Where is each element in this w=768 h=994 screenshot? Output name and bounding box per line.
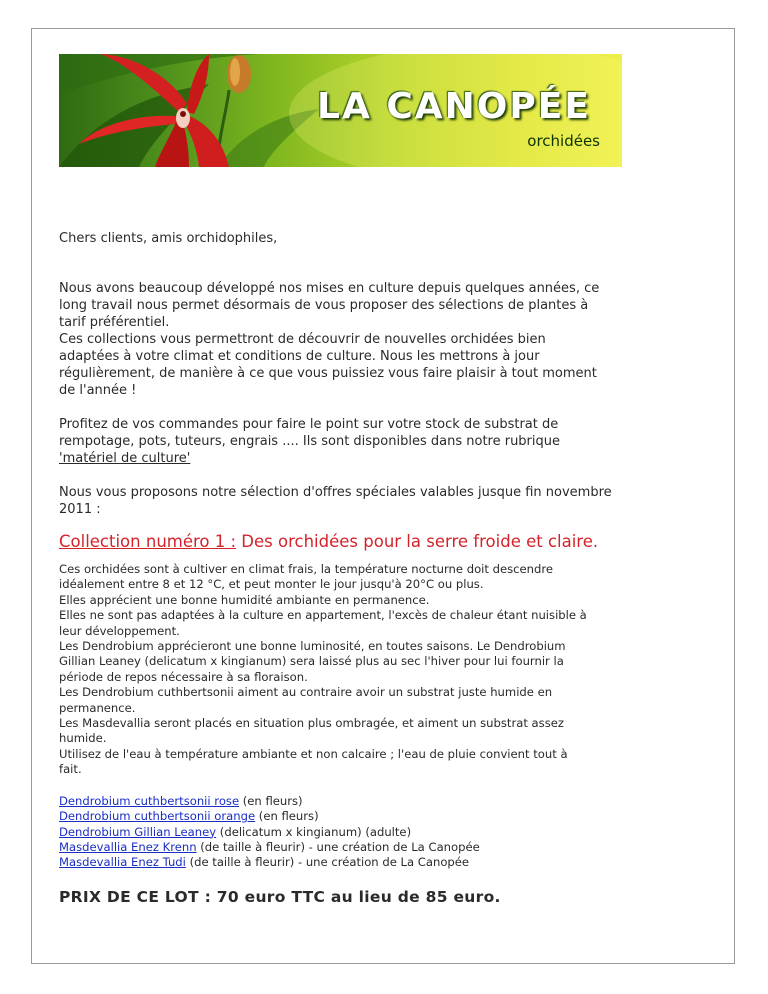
line: Elles apprécient une bonne humidité ambiante en permanence.: [59, 592, 430, 607]
line: permanence.: [59, 700, 136, 715]
list-item: [59, 825, 657, 840]
line: Nous avons beaucoup développé nos mises en culture depuis quelques années, ce: [59, 281, 600, 296]
list-item: [59, 855, 657, 870]
line: long travail nous permet désormais de vous proposer des sélections de plantes à: [59, 298, 589, 313]
list-item: [59, 809, 657, 824]
lot-price: PRIX DE CE LOT : 70 euro TTC au lieu de 85 euro.: [59, 887, 501, 906]
line: fait.: [59, 762, 82, 777]
line: Les Dendrobium apprécieront une bonne luminosité, en toutes saisons. Le Dendrobium: [59, 639, 566, 654]
plant-note: (delicatum x kingianum) (adulte): [216, 824, 412, 839]
line: leur développement.: [59, 623, 180, 638]
greeting: Chers clients, amis orchidophiles,: [59, 231, 278, 246]
line: régulièrement, de manière à ce que vous puissiez vous faire plaisir à tout moment: [59, 366, 597, 381]
line: Elles ne sont pas adaptées à la culture en appartement, l'excès de chaleur étant nuisible à: [59, 608, 587, 623]
line: Les Dendrobium cuthbertsonii aiment au contraire avoir un substrat juste humide en: [59, 685, 553, 700]
plant-note: (de taille à fleurir) - une création de La Canopée: [196, 839, 480, 854]
collection-number: Collection numéro 1 :: [59, 532, 237, 551]
line: de l'année !: [59, 383, 137, 398]
plant-link[interactable]: Dendrobium Gillian Leaney: [59, 824, 217, 839]
brand-logo-text: LA CANOPÉE: [317, 86, 591, 127]
header-banner: [59, 54, 622, 167]
plant-link[interactable]: Dendrobium cuthbertsonii orange: [59, 809, 256, 824]
intro-paragraph-1: [59, 280, 657, 399]
intro-paragraph-3: [59, 484, 657, 518]
brand-subtitle: orchidées: [527, 132, 600, 150]
plant-note: (en fleurs): [255, 809, 319, 824]
collection-title: [59, 531, 657, 553]
line: idéalement entre 8 et 12 °C, et peut monter le jour jusqu'à 20°C ou plus.: [59, 577, 484, 592]
line: adaptées à votre climat et conditions de culture. Nous les mettrons à jour: [59, 349, 540, 364]
intro-paragraph-2: [59, 416, 657, 467]
line: rempotage, pots, tuteurs, engrais .... Ils sont disponibles dans notre rubrique: [59, 434, 561, 449]
line: Les Masdevallia seront placés en situation plus ombragée, et aiment un substrat assez: [59, 716, 564, 731]
line: Ces orchidées sont à cultiver en climat frais, la température nocturne doit descendre: [59, 562, 554, 576]
line: tarif préférentiel.: [59, 315, 170, 330]
list-item: [59, 840, 657, 855]
plant-note: (en fleurs): [239, 793, 303, 808]
plant-link[interactable]: Masdevallia Enez Tudi: [59, 855, 186, 870]
line: 2011 :: [59, 502, 101, 517]
materiel-culture-link[interactable]: 'matériel de culture': [59, 451, 191, 466]
plant-link[interactable]: Masdevallia Enez Krenn: [59, 839, 197, 854]
line: Nous vous proposons notre sélection d'offres spéciales valables jusque fin novembre: [59, 485, 612, 500]
plant-link[interactable]: Dendrobium cuthbertsonii rose: [59, 793, 240, 808]
collection-description: [59, 562, 657, 778]
plant-note: (de taille à fleurir) - une création de La Canopée: [185, 855, 470, 870]
line: Gillian Leaney (delicatum x kingianum) sera laissé plus au sec l'hiver pour lui fournir la: [59, 654, 564, 669]
collection-name: Des orchidées pour la serre froide et claire.: [236, 532, 599, 551]
line: Utilisez de l'eau à température ambiante et non calcaire ; l'eau de pluie convient tout à: [59, 746, 568, 761]
line: humide.: [59, 731, 107, 746]
line: Ces collections vous permettront de découvrir de nouvelles orchidées bien: [59, 332, 546, 347]
newsletter-content: [59, 198, 657, 906]
plant-list: [59, 794, 657, 871]
line: Profitez de vos commandes pour faire le point sur votre stock de substrat de: [59, 417, 559, 432]
list-item: [59, 794, 657, 809]
line: période de repos nécessaire à sa floraison.: [59, 669, 308, 684]
